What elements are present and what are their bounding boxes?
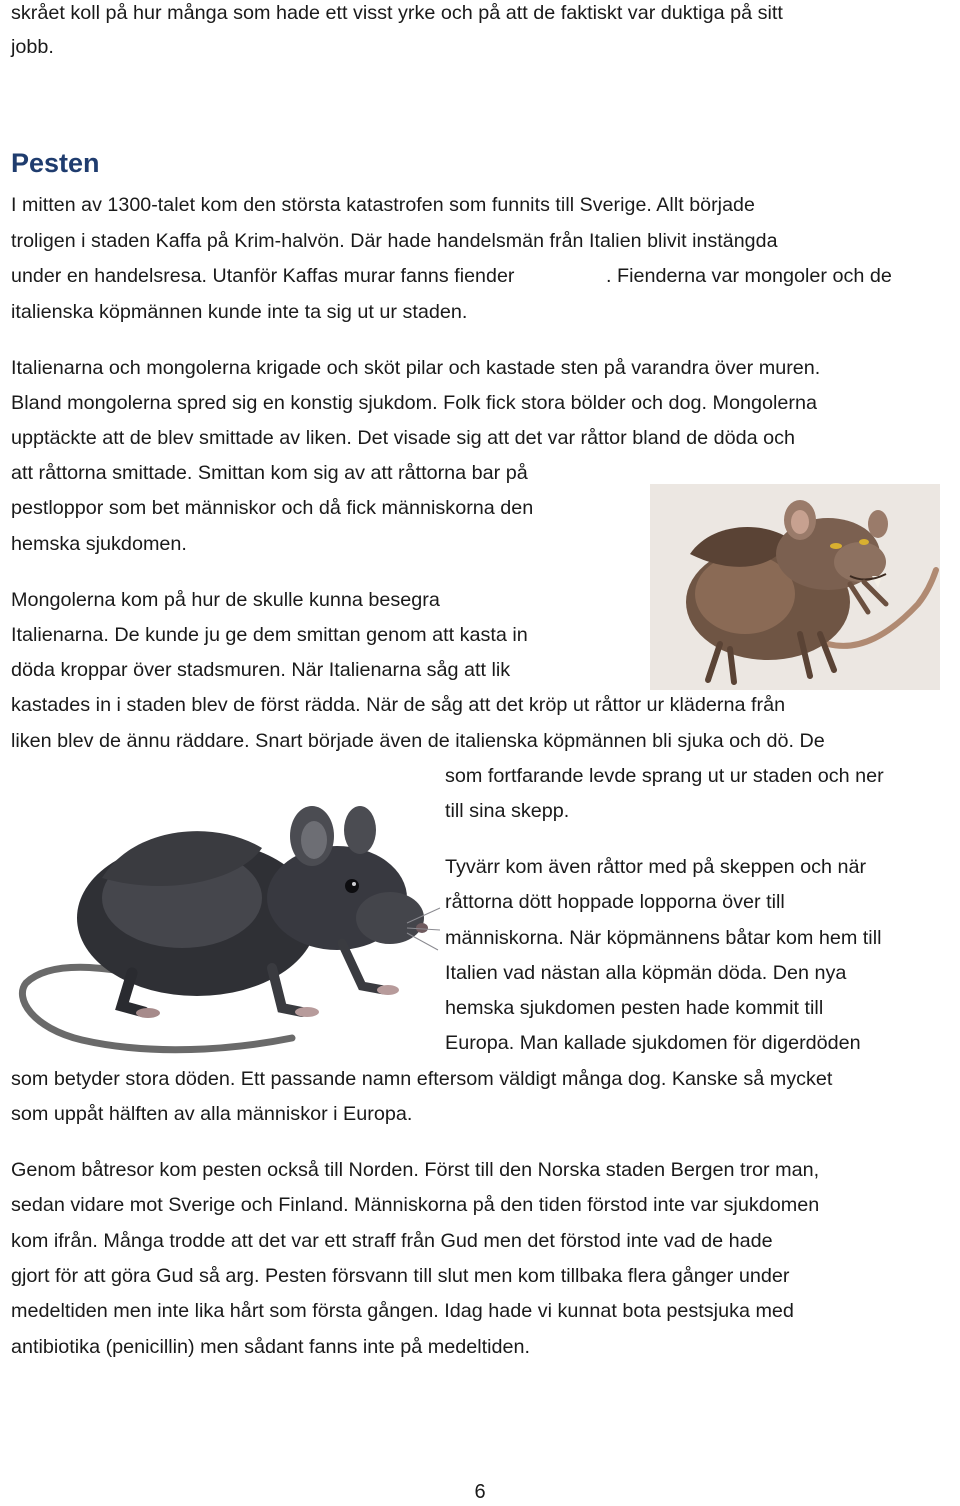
- paragraph-line: hemska sjukdomen.: [11, 533, 187, 555]
- paragraph-line: . Fienderna var mongoler och de: [606, 265, 892, 287]
- brown-rat-drawing: [650, 484, 940, 690]
- paragraph-line: gjort för att göra Gud så arg. Pesten försvann till slut men kom tillbaka flera gånger under: [11, 1265, 790, 1287]
- paragraph-line: Italien vad nästan alla köpmän döda. Den nya: [445, 962, 847, 984]
- paragraph-line: kom ifrån. Många trodde att det var ett straff från Gud men det förstod inte vad de hade: [11, 1230, 773, 1252]
- section-title: Pesten: [11, 148, 100, 178]
- paragraph-line: hemska sjukdomen pesten hade kommit till: [445, 997, 824, 1019]
- paragraph-line: Italienarna och mongolerna krigade och sköt pilar och kastade sten på varandra över muren.: [11, 357, 821, 379]
- paragraph-line: som fortfarande levde sprang ut ur staden och ner: [445, 765, 884, 787]
- paragraph-line: människorna. När köpmännens båtar kom hem till: [445, 927, 882, 949]
- paragraph-line: pestloppor som bet människor och då fick människorna den: [11, 497, 534, 519]
- paragraph-line: I mitten av 1300-talet kom den största katastrofen som funnits till Sverige. Allt började: [11, 194, 755, 216]
- brown-rat-illustration: [650, 484, 940, 690]
- paragraph-line: Italienarna. De kunde ju ge dem smittan genom att kasta in: [11, 624, 528, 646]
- paragraph-line: upptäckte att de blev smittade av liken. Det visade sig att det var råttor bland de döda och: [11, 427, 796, 449]
- intro-line: skrået koll på hur många som hade ett visst yrke och på att de faktiskt var duktiga på sitt: [11, 2, 783, 24]
- page-number: 6: [474, 1481, 486, 1503]
- paragraph-line: råttorna dött hoppade lopporna över till: [445, 891, 785, 913]
- black-rat-photo: [12, 768, 442, 1068]
- intro-line: jobb.: [11, 36, 54, 58]
- paragraph-line: italienska köpmännen kunde inte ta sig ut ur staden.: [11, 301, 468, 323]
- paragraph-line: kastades in i staden blev de först rädda. När de såg att det kröp ut råttor ur kläderna från: [11, 694, 786, 716]
- paragraph-line: Tyvärr kom även råttor med på skeppen och när: [445, 856, 867, 878]
- paragraph-line: liken blev de ännu räddare. Snart började även de italienska köpmännen bli sjuka och dö. De: [11, 730, 825, 752]
- paragraph-line: döda kroppar över stadsmuren. När Italienarna såg att lik: [11, 659, 511, 681]
- paragraph-line: att råttorna smittade. Smittan kom sig av att råttorna bar på: [11, 462, 528, 484]
- paragraph-line: antibiotika (penicillin) men sådant fanns inte på medeltiden.: [11, 1336, 531, 1358]
- paragraph-line: till sina skepp.: [445, 800, 570, 822]
- paragraph-line: sedan vidare mot Sverige och Finland. Människorna på den tiden förstod inte var sjukdomen: [11, 1194, 820, 1216]
- paragraph-line: som uppåt hälften av alla människor i Europa.: [11, 1103, 413, 1125]
- paragraph-line: medeltiden men inte lika hårt som första gången. Idag hade vi kunnat bota pestsjuka med: [11, 1300, 794, 1322]
- paragraph-line: troligen i staden Kaffa på Krim-halvön. Där hade handelsmän från Italien blivit instängda: [11, 230, 778, 252]
- paragraph-line: Genom båtresor kom pesten också till Norden. Först till den Norska staden Bergen tror man,: [11, 1159, 820, 1181]
- paragraph-line: som betyder stora döden. Ett passande namn eftersom väldigt många dog. Kanske så mycket: [11, 1068, 833, 1090]
- paragraph-line: Bland mongolerna spred sig en konstig sjukdom. Folk fick stora bölder och dog. Mongolerna: [11, 392, 817, 414]
- black-rat-image: [12, 768, 442, 1068]
- paragraph-line: Mongolerna kom på hur de skulle kunna besegra: [11, 589, 440, 611]
- paragraph-line: Europa. Man kallade sjukdomen för digerdöden: [445, 1032, 861, 1054]
- paragraph-line: under en handelsresa. Utanför Kaffas murar fanns fiender: [11, 265, 515, 287]
